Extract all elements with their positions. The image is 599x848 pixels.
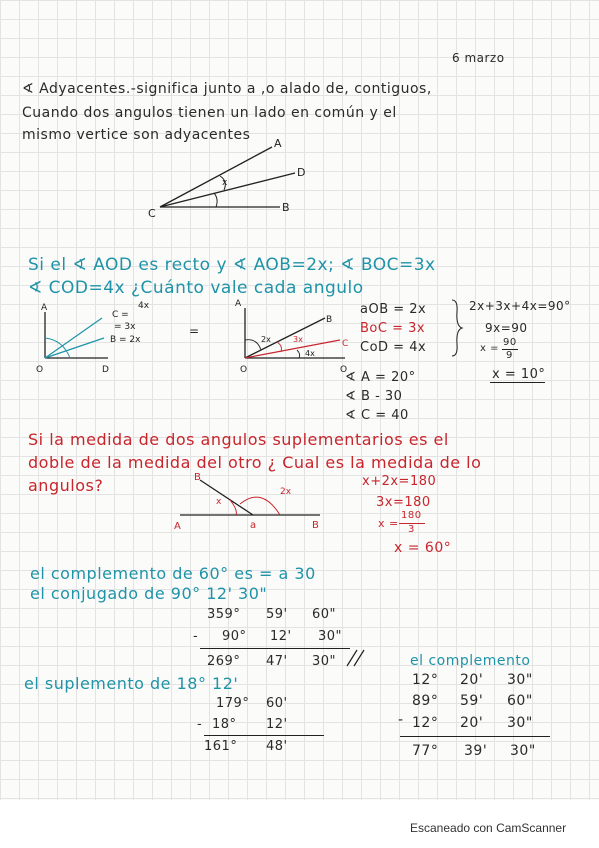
label-b-2x: B = 2x — [110, 335, 141, 345]
value-4x: 4x — [138, 301, 150, 311]
supplement-row2-deg: 18° — [212, 717, 237, 732]
fraction-lhs: x = — [378, 517, 399, 530]
arc-2x — [245, 340, 261, 350]
conjugate-sum-line — [200, 648, 350, 649]
result-x: x = 10° — [492, 367, 546, 382]
mark-3x: 3x — [293, 335, 303, 344]
equation-aob: aOB = 2x — [360, 302, 427, 317]
equals-sign: = — [189, 324, 200, 338]
right-angle-figure — [30, 300, 165, 375]
complement-row3-min: 39' — [464, 743, 488, 759]
vertex-o-label: O — [240, 365, 248, 375]
conjugate-row1-min: 59' — [266, 607, 288, 622]
fraction-denominator: 3 — [408, 524, 415, 535]
point-a-label: A — [174, 521, 181, 532]
brace — [450, 298, 464, 358]
equation-cod: CoD = 4x — [360, 340, 427, 355]
complement-row2-min: 20' — [460, 715, 484, 731]
supplement-sum-line — [204, 735, 324, 736]
step-fraction-numerator: 90 — [503, 337, 517, 348]
intro-line-3: mismo vertice son adyacentes — [22, 127, 251, 143]
angle-2x-label: 2x — [280, 487, 292, 497]
conjugate-row2-deg: 90° — [222, 629, 247, 644]
date-label: 6 marzo — [452, 51, 505, 65]
label-c: C = — [112, 310, 129, 320]
ray-cd — [160, 173, 295, 207]
intro-line-2: Cuando dos angulos tienen un lado en común y el — [22, 105, 397, 121]
problem2-line-3: angulos? — [28, 476, 104, 495]
scanner-watermark: Escaneado con CamScanner — [410, 821, 567, 835]
arc-4x — [297, 350, 300, 358]
point-c-label: C — [148, 207, 156, 220]
point-b1-label: B — [194, 472, 201, 483]
arc-2x — [240, 497, 280, 515]
complement-row1-min: 59' — [460, 693, 484, 709]
supplement-row3-min: 48' — [266, 739, 288, 754]
supplement-row1-deg: 179° — [216, 696, 250, 711]
complement-row2-deg: 12° — [412, 715, 439, 731]
complement-sum-line — [400, 736, 550, 737]
conjugate-row2-min: 12' — [270, 629, 292, 644]
point-d-label: D — [297, 166, 306, 179]
sum-equation: 2x+3x+4x=90° — [469, 299, 571, 313]
equation-sum: x+2x=180 — [362, 474, 437, 489]
ray-ob — [45, 338, 104, 358]
equation-boc: BoC = 3x — [360, 321, 426, 336]
point-o2-label: O — [340, 365, 348, 375]
problem1-line-2: ∢ COD=4x ¿Cuánto vale cada angulo — [28, 278, 364, 298]
supplement-row2-min: 12' — [266, 717, 288, 732]
point-a-label: A — [274, 137, 282, 150]
double-slash-mark — [345, 648, 367, 668]
ray-ob — [200, 480, 253, 515]
point-d-label: D — [102, 365, 109, 375]
equation-3x: 3x=180 — [376, 495, 431, 510]
value-3x: = 3x — [114, 322, 136, 332]
step-fraction-lhs: x = — [480, 343, 499, 354]
supplement-title: el suplemento de 18° 12' — [24, 674, 239, 693]
point-a-label: A — [235, 299, 242, 309]
vertex-label: a — [250, 520, 257, 531]
conjugate-row3-sec: 30" — [312, 654, 337, 669]
step-9x: 9x=90 — [485, 321, 528, 335]
ray-oc — [45, 318, 102, 358]
result-x: x = 60° — [394, 540, 452, 556]
complement-row1-deg: 89° — [412, 693, 439, 709]
mark-2x: 2x — [261, 335, 271, 344]
complement-row0-deg: 12° — [412, 672, 439, 688]
complement-row3-deg: 77° — [412, 743, 439, 759]
point-b-label: B — [282, 201, 290, 214]
complement-row0-sec: 30" — [507, 672, 533, 688]
answer-b: ∢ B - 30 — [345, 389, 403, 404]
problem1-line-1: Si el ∢ AOD es recto y ∢ AOB=2x; ∢ BOC=3x — [28, 255, 436, 275]
ray-ca — [160, 147, 272, 207]
conjugate-row3-min: 47' — [266, 654, 288, 669]
complement-row1-sec: 60" — [507, 693, 533, 709]
adjacent-angles-figure — [140, 135, 330, 225]
point-b-label: B — [326, 315, 333, 325]
conjugate-minus: - — [193, 629, 199, 644]
complement-60-line: el complemento de 60° es = a 30 — [30, 564, 316, 583]
angle-mark-label: x — [222, 178, 228, 188]
complement-title: el complemento — [410, 653, 531, 669]
mark-4x: 4x — [305, 349, 315, 358]
problem2-line-2: doble de la medida del otro ¿ Cual es la medida de lo — [28, 453, 482, 472]
answer-c: ∢ C = 40 — [345, 408, 409, 423]
arc-3x — [277, 342, 282, 352]
supplementary-angles-figure — [170, 472, 330, 532]
answer-a: ∢ A = 20° — [345, 370, 416, 385]
intro-line-1: ∢ Adyacentes.-significa junto a ,o alado de, contiguos, — [22, 81, 432, 97]
result-underline — [490, 382, 545, 383]
conjugate-title: el conjugado de 90° 12' 30" — [30, 584, 268, 603]
fraction-numerator: 180 — [401, 510, 422, 521]
conjugate-row3-deg: 269° — [207, 654, 241, 669]
conjugate-row1-deg: 359° — [207, 607, 241, 622]
complement-minus: - — [398, 712, 404, 728]
angle-arc-2 — [214, 193, 217, 207]
angles-expanded-figure — [225, 296, 360, 376]
angle-x-label: x — [216, 497, 222, 507]
point-o-label: O — [36, 365, 44, 375]
supplement-row1-min: 60' — [266, 696, 288, 711]
supplement-minus: - — [197, 717, 203, 732]
problem2-line-1: Si la medida de dos angulos suplementarios es el — [28, 430, 449, 449]
conjugate-row1-sec: 60" — [312, 607, 337, 622]
conjugate-row2-sec: 30" — [318, 629, 343, 644]
point-c-label: C — [342, 339, 349, 349]
complement-row2-sec: 30" — [507, 715, 533, 731]
step-fraction-denominator: 9 — [506, 350, 513, 361]
complement-row0-min: 20' — [460, 672, 484, 688]
supplement-row3-deg: 161° — [204, 739, 238, 754]
point-b2-label: B — [312, 520, 319, 531]
complement-row3-sec: 30" — [510, 743, 536, 759]
point-a-label: A — [41, 303, 48, 313]
